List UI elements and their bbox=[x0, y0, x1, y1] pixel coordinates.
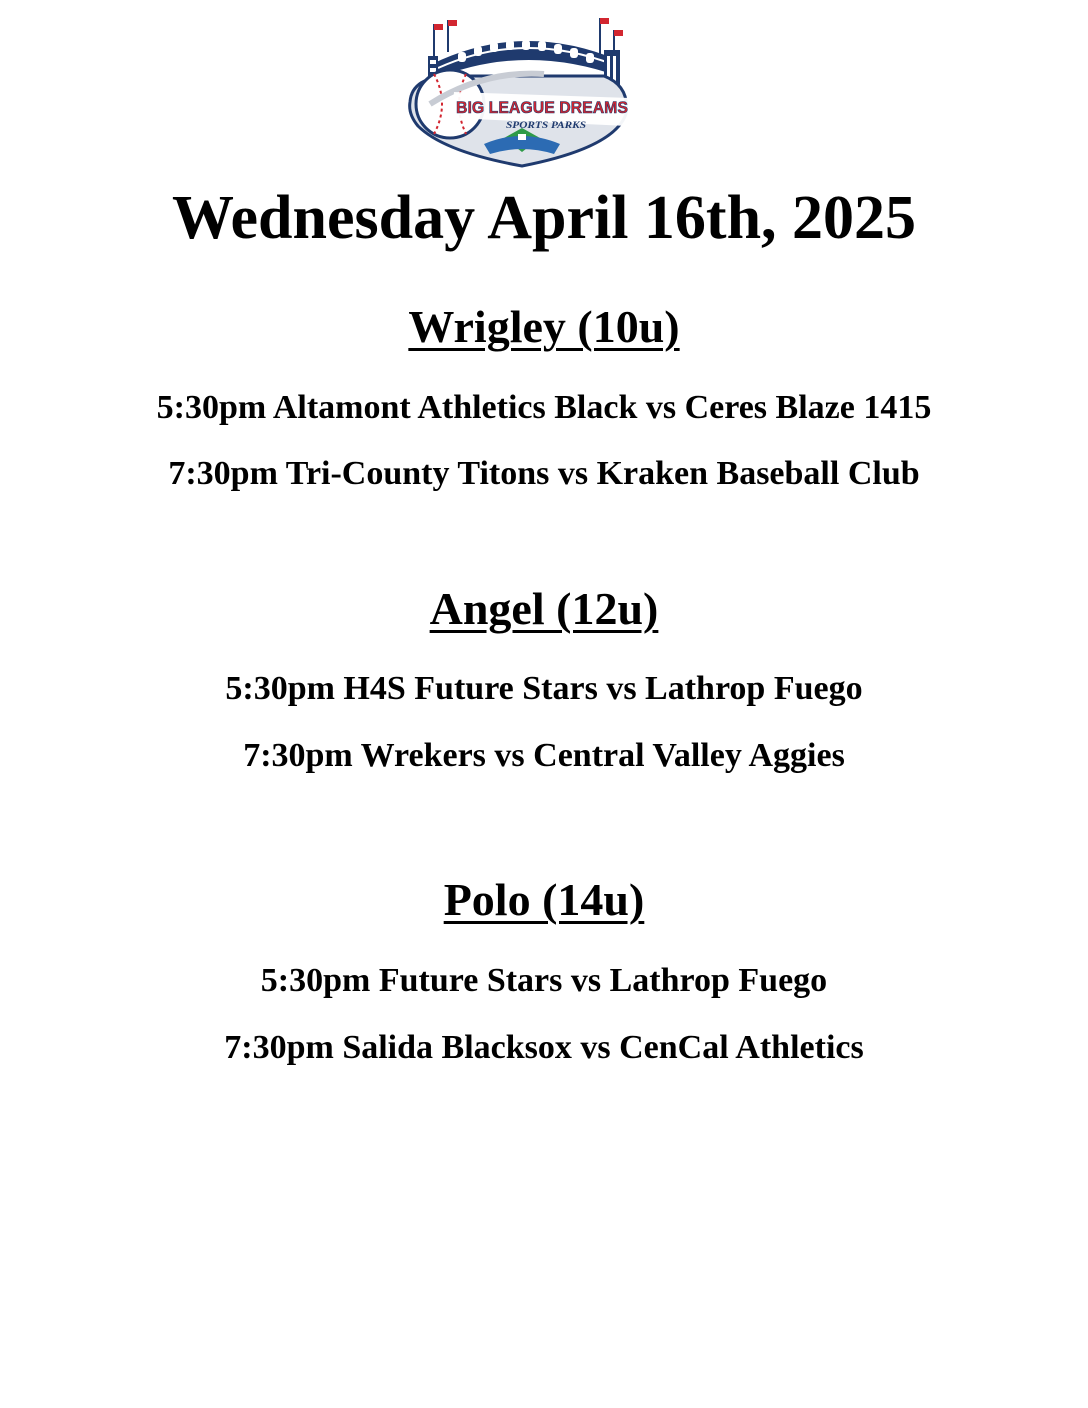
logo-brand-text: BIG LEAGUE DREAMS bbox=[456, 98, 628, 117]
game-line: 7:30pm Salida Blacksox vs CenCal Athletics bbox=[224, 1029, 864, 1066]
logo-tagline: SPORTS PARKS bbox=[506, 120, 586, 130]
game-line: 7:30pm Tri-County Titons vs Kraken Baseball Club bbox=[168, 455, 920, 492]
game-line: 5:30pm H4S Future Stars vs Lathrop Fuego bbox=[225, 670, 863, 707]
game-line: 7:30pm Wrekers vs Central Valley Aggies bbox=[243, 737, 845, 774]
big-league-dreams-logo bbox=[404, 16, 640, 172]
section-heading-polo: Polo (14u) bbox=[443, 874, 645, 925]
game-line: 5:30pm Future Stars vs Lathrop Fuego bbox=[260, 962, 828, 999]
game-line: 5:30pm Altamont Athletics Black vs Ceres Blaze 1415 bbox=[156, 389, 932, 426]
page-title: Wednesday April 16th, 2025 bbox=[171, 184, 917, 252]
section-heading-wrigley: Wrigley (10u) bbox=[408, 301, 680, 352]
stadium-logo-icon bbox=[404, 16, 640, 172]
section-heading-angel: Angel (12u) bbox=[429, 583, 659, 634]
